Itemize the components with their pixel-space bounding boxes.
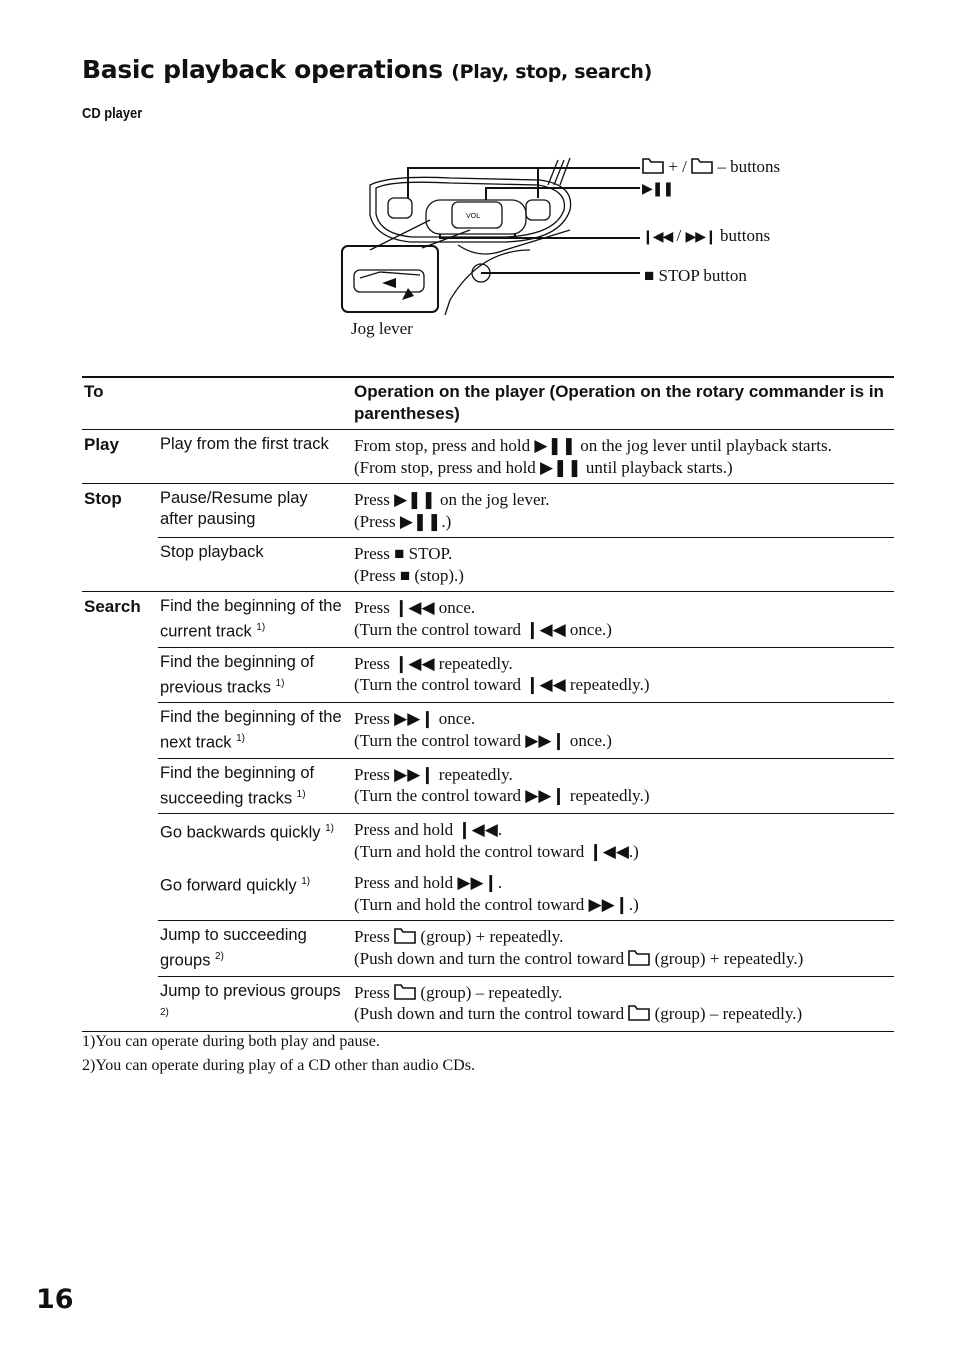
table-row bbox=[82, 867, 894, 921]
footnote-1: 1)You can operate during both play and pause. bbox=[82, 1033, 380, 1050]
operation-text: Press ❙◀◀ repeatedly. (Turn the control toward ❙◀◀ repeatedly.) bbox=[352, 647, 894, 703]
folder-icon bbox=[628, 1005, 650, 1021]
category-stop: Stop bbox=[82, 484, 158, 592]
folder-icon bbox=[642, 158, 664, 174]
task-label: Find the beginning of the current track $^{1)}$ bbox=[158, 592, 352, 648]
operation-text: Press ▶▶❙ once. (Turn the control toward ▶▶❙ once.) bbox=[352, 703, 894, 759]
footnote-2: 2)You can operate during play of a CD other than audio CDs. bbox=[82, 1057, 475, 1074]
operation-text: Press ❙◀◀ once. (Turn the control toward ❙◀◀ once.) bbox=[352, 592, 894, 648]
title-sub: (Play, stop, search) bbox=[451, 61, 653, 83]
callout-stop-button: ■ STOP button bbox=[644, 266, 747, 285]
operation-text: Press and hold ▶▶❙. (Turn and hold the control toward ▶▶❙.) bbox=[352, 867, 894, 921]
table-row bbox=[82, 538, 894, 592]
task-label: Play from the first track bbox=[158, 430, 352, 484]
task-label: Jump to succeeding groups $^{2)}$ bbox=[158, 921, 352, 977]
play-pause-icon: ▶❚❚ bbox=[642, 181, 674, 197]
table-row bbox=[82, 814, 894, 868]
task-label: Go backwards quickly $^{1)}$ bbox=[160, 823, 334, 842]
folder-icon bbox=[628, 950, 650, 966]
table-row bbox=[82, 921, 894, 977]
callout-jog-lever: Jog lever bbox=[351, 319, 413, 338]
table-row bbox=[82, 484, 894, 538]
category-play: Play bbox=[82, 430, 158, 484]
task-label: Jump to previous groups $^{2)}$ bbox=[158, 976, 352, 1032]
header-operation: Operation on the player (Operation on the rotary commander is in parentheses) bbox=[354, 382, 884, 423]
folder-icon bbox=[394, 928, 416, 944]
operation-text: Press (group) + repeatedly. (Push down and turn the control toward (group) + repeatedly.) bbox=[352, 921, 894, 977]
previous-track-icon: ❙◀◀ bbox=[642, 229, 673, 245]
table-row bbox=[82, 647, 894, 703]
table-row bbox=[82, 976, 894, 1032]
footnotes bbox=[82, 1030, 475, 1078]
category-search: Search bbox=[82, 592, 158, 1032]
folder-icon bbox=[394, 984, 416, 1000]
operation-text: Press (group) – repeatedly. (Push down and turn the control toward (group) – repeatedly.) bbox=[352, 976, 894, 1032]
next-track-icon: ▶▶❙ bbox=[685, 229, 716, 245]
table-header-row bbox=[82, 377, 894, 430]
task-label: Go forward quickly $^{1)}$ bbox=[158, 867, 352, 921]
task-label: Pause/Resume play after pausing bbox=[158, 484, 352, 538]
svg-text:VOL: VOL bbox=[466, 212, 481, 220]
callout-group-buttons: + / – buttons bbox=[642, 157, 780, 177]
table-row bbox=[82, 430, 894, 484]
page-title bbox=[82, 55, 652, 84]
header-to: To bbox=[84, 382, 104, 401]
page-number: 16 bbox=[36, 1284, 74, 1315]
folder-icon bbox=[691, 158, 713, 174]
title-main: Basic playback operations bbox=[82, 55, 443, 84]
task-label: Find the beginning of the next track $^{1)}$ bbox=[158, 703, 352, 759]
operations-table bbox=[82, 376, 894, 1032]
table-row bbox=[82, 592, 894, 648]
task-label: Stop playback bbox=[158, 538, 352, 592]
section-heading: CD player bbox=[82, 105, 143, 122]
table-row bbox=[82, 758, 894, 814]
task-label: Find the beginning of previous tracks $^{1)}$ bbox=[158, 647, 352, 703]
task-label: Find the beginning of succeeding tracks $^{1)}$ bbox=[158, 758, 352, 814]
table-row bbox=[82, 703, 894, 759]
operation-text: Press ▶▶❙ repeatedly. (Turn the control toward ▶▶❙ repeatedly.) bbox=[352, 758, 894, 814]
operation-text: Press and hold ❙◀◀. (Turn and hold the control toward ❙◀◀.) bbox=[354, 820, 639, 861]
operation-text: From stop, press and hold ▶❚❚ on the jog lever until playback starts. (From stop, press and hold ▶❚❚ until playback starts.) bbox=[352, 430, 894, 484]
callout-track-buttons: ❙◀◀ / ▶▶❙ buttons bbox=[642, 226, 771, 245]
operation-text: Press ▶❚❚ on the jog lever. (Press ▶❚❚.) bbox=[352, 484, 894, 538]
operation-text: Press ■ STOP. (Press ■ (stop).) bbox=[352, 538, 894, 592]
